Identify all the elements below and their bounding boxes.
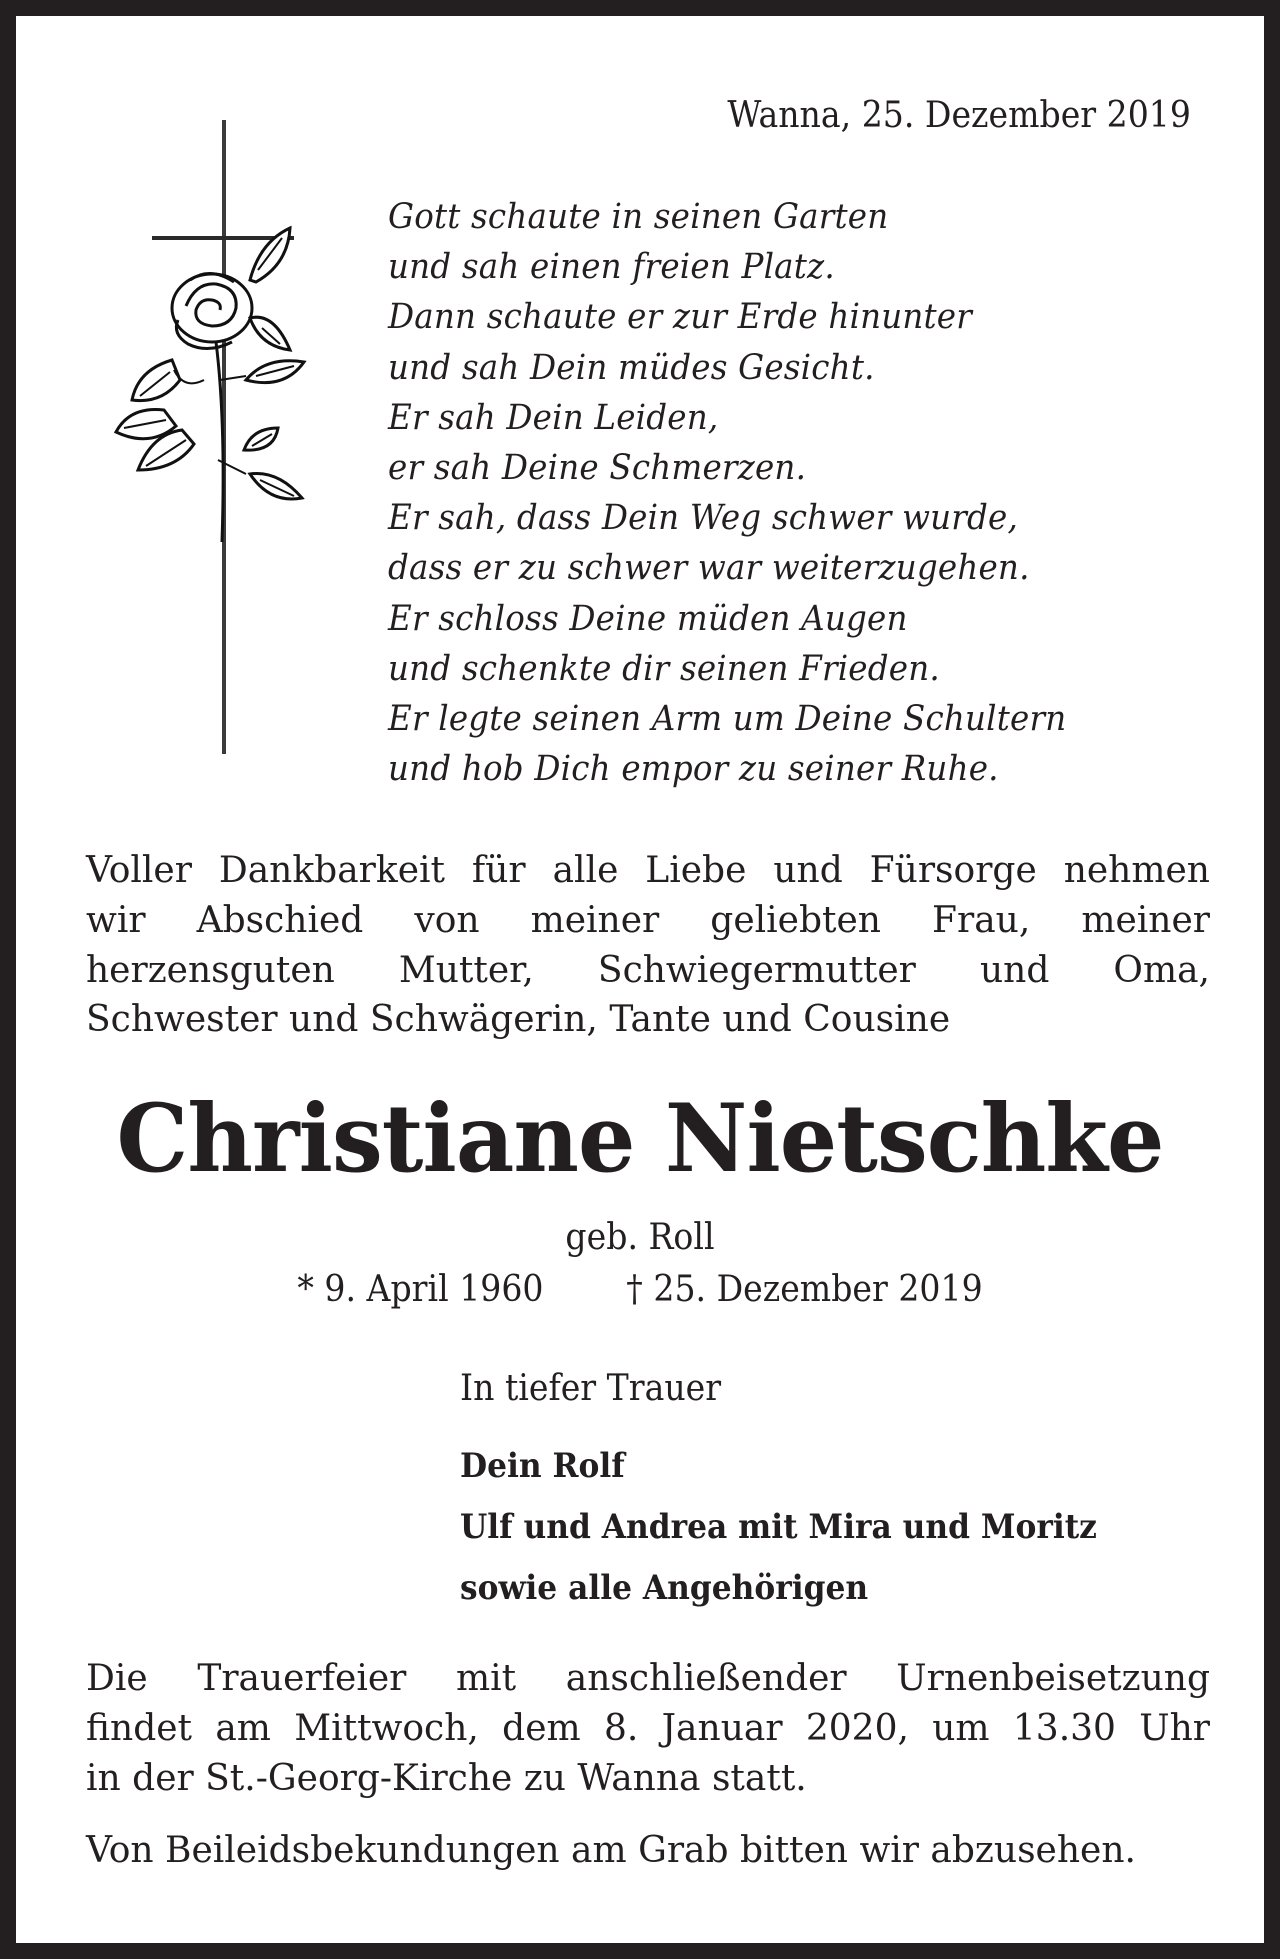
poem-line: und sah Dein müdes Gesicht. bbox=[388, 347, 875, 388]
death-date: † 25. Dezember 2019 bbox=[626, 1269, 983, 1310]
birth-date: * 9. April 1960 bbox=[297, 1269, 544, 1310]
cross-with-rose-icon bbox=[100, 120, 320, 754]
poem-line: Dann schaute er zur Erde hinunter bbox=[388, 297, 972, 338]
service-line: Die Trauerfeier mit anschließender Urnenbeisetzung bbox=[86, 1658, 1210, 1699]
poem-line: Gott schaute in seinen Garten bbox=[388, 197, 889, 237]
poem-line: und sah einen freien Platz. bbox=[388, 247, 835, 288]
mourning-label: In tiefer Trauer bbox=[460, 1368, 722, 1409]
intro-line: wir Abschied von meiner geliebten Frau, meiner bbox=[86, 899, 1210, 941]
life-dates bbox=[66, 1268, 1214, 1312]
service-paragraph bbox=[86, 1654, 1210, 1803]
poem-line: und hob Dich empor zu seiner Ruhe. bbox=[388, 749, 999, 790]
deceased-name: Christiane Nietschke bbox=[116, 1084, 1164, 1194]
poem-line: er sah Deine Schmerzen. bbox=[388, 447, 807, 488]
poem-line: Er legte seinen Arm um Deine Schultern bbox=[388, 698, 1067, 739]
mourners-list bbox=[460, 1436, 1097, 1619]
mourner: sowie alle Angehörigen bbox=[460, 1568, 869, 1608]
poem-line: Er schloss Deine müden Augen bbox=[388, 598, 908, 639]
mourner: Ulf und Andrea mit Mira und Moritz bbox=[460, 1507, 1097, 1547]
poem bbox=[388, 192, 1066, 794]
intro-line: Schwester und Schwägerin, Tante und Cousine bbox=[86, 999, 951, 1041]
maiden-name: geb. Roll bbox=[565, 1217, 715, 1258]
service-line: in der St.-Georg-Kirche zu Wanna statt. bbox=[86, 1757, 807, 1799]
poem-line: dass er zu schwer war weiterzugehen. bbox=[388, 548, 1030, 589]
service-line: findet am Mittwoch, dem 8. Januar 2020, um 13.30 Uhr bbox=[86, 1707, 1210, 1749]
mourner: Dein Rolf bbox=[460, 1446, 625, 1486]
closing-note: Von Beileidsbekundungen am Grab bitten wir abzusehen. bbox=[86, 1830, 1136, 1871]
poem-line: Er sah Dein Leiden, bbox=[388, 397, 719, 438]
intro-line: herzensguten Mutter, Schwiegermutter und Oma, bbox=[86, 949, 1210, 991]
poem-line: Er sah, dass Dein Weg schwer wurde, bbox=[388, 498, 1019, 539]
intro-line: Voller Dankbarkeit für alle Liebe und Fürsorge nehmen bbox=[86, 850, 1210, 891]
intro-paragraph bbox=[86, 846, 1210, 1045]
obituary-notice bbox=[16, 16, 1264, 1943]
dateline: Wanna, 25. Dezember 2019 bbox=[727, 95, 1191, 136]
poem-line: und schenkte dir seinen Frieden. bbox=[388, 648, 940, 689]
